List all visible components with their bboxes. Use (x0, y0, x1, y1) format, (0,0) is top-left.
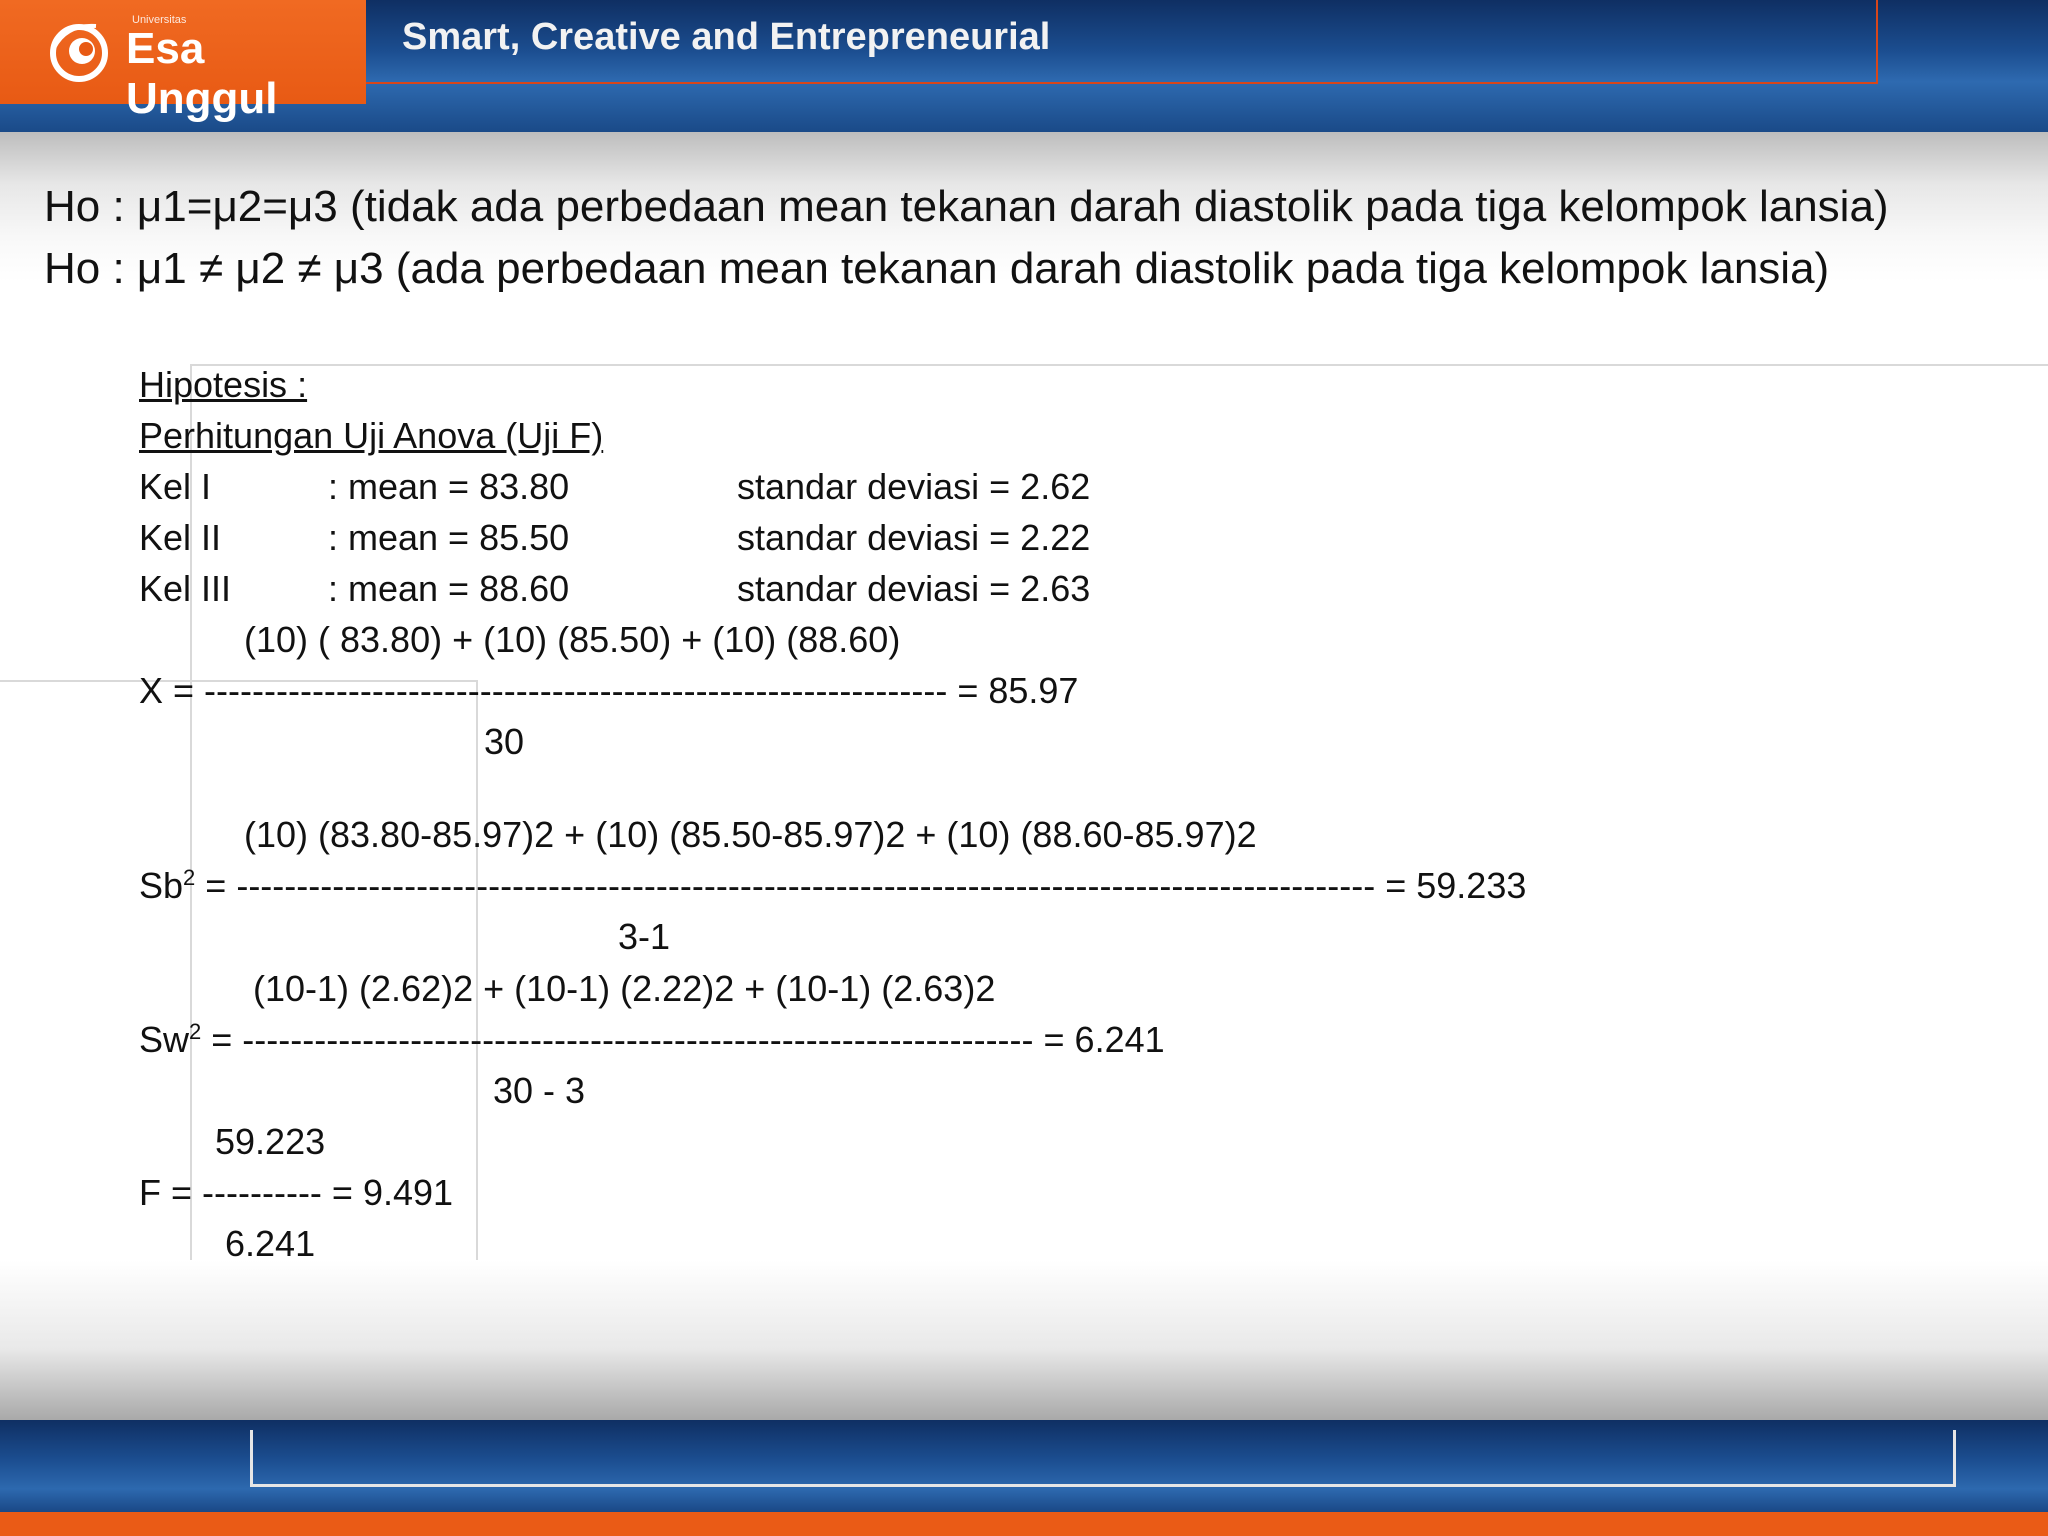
f-lhs: F = (139, 1172, 203, 1213)
sw-denominator: 30 - 3 (493, 1070, 586, 1111)
sb-rule: ----------------------------------------------------------------------------------------------- (236, 865, 1376, 906)
group-label: Kel III (139, 568, 232, 609)
logo-block (0, 0, 366, 123)
alternative-hypothesis: Ho : μ1 ≠ μ2 ≠ μ3 (ada perbedaan mean tekanan darah diastolik pada tiga kelompok lansia) (44, 244, 1830, 293)
group-sd: standar deviasi = 2.63 (737, 568, 1091, 609)
x-numerator: (10) ( 83.80) + (10) (85.50) + (10) (88.60) (244, 619, 901, 660)
x-result: = 85.97 (947, 670, 1079, 711)
x-rule: -------------------------------------------------------------- (204, 670, 948, 711)
x-denominator: 30 (484, 721, 525, 762)
null-hypothesis: Ho : μ1=μ2=μ3 (tidak ada perbedaan mean tekanan darah diastolik pada tiga kelompok lansia) (44, 182, 1889, 231)
f-numerator: 59.223 (215, 1121, 326, 1162)
heading-hipotesis: Hipotesis : (139, 364, 308, 405)
sb-denominator: 3-1 (618, 916, 671, 957)
sb-formula-line (139, 865, 1526, 907)
tagline: Smart, Creative and Entrepreneurial (402, 16, 1051, 58)
header-divider-vertical (1876, 0, 1878, 84)
sb-exponent: 2 (183, 865, 196, 890)
sw-lhs: Sw (139, 1019, 190, 1060)
group-mean: : mean = 88.60 (328, 568, 570, 609)
sb-result: = 59.233 (1375, 865, 1527, 906)
f-result: = 9.491 (321, 1172, 454, 1213)
group-sd: standar deviasi = 2.22 (737, 517, 1091, 558)
group-label: Kel II (139, 517, 222, 558)
sw-rule: ------------------------------------------------------------------ (242, 1019, 1034, 1060)
sb-equals: = (195, 865, 237, 906)
logo-text: Esa Unggul (126, 24, 278, 123)
heading-anova: Perhitungan Uji Anova (Uji F) (139, 415, 604, 456)
group-sd: standar deviasi = 2.62 (737, 466, 1091, 507)
header-divider (366, 82, 1878, 84)
f-rule: ---------- (202, 1172, 322, 1213)
sw-equals: = (201, 1019, 243, 1060)
logo-subtitle: Universitas (132, 14, 187, 26)
x-formula-line (139, 670, 1078, 712)
f-formula-line (139, 1172, 453, 1214)
sw-numerator: (10-1) (2.62)2 + (10-1) (2.22)2 + (10-1) (2.63)2 (253, 968, 996, 1009)
footer-fade (0, 1260, 2048, 1420)
sb-numerator: (10) (83.80-85.97)2 + (10) (85.50-85.97)2 + (10) (88.60-85.97)2 (244, 814, 1257, 855)
group-mean: : mean = 85.50 (328, 517, 570, 558)
f-denominator: 6.241 (225, 1223, 316, 1264)
sb-lhs: Sb (139, 865, 184, 906)
esa-unggul-logo-icon (46, 18, 116, 84)
group-mean: : mean = 83.80 (328, 466, 570, 507)
footer-frame (250, 1430, 1956, 1487)
sw-formula-line (139, 1019, 1165, 1061)
slide-header (0, 0, 2048, 132)
sw-result: = 6.241 (1033, 1019, 1165, 1060)
footer-accent (0, 1512, 2048, 1536)
group-label: Kel I (139, 466, 212, 507)
sw-exponent: 2 (189, 1019, 202, 1044)
x-lhs: X = (139, 670, 205, 711)
